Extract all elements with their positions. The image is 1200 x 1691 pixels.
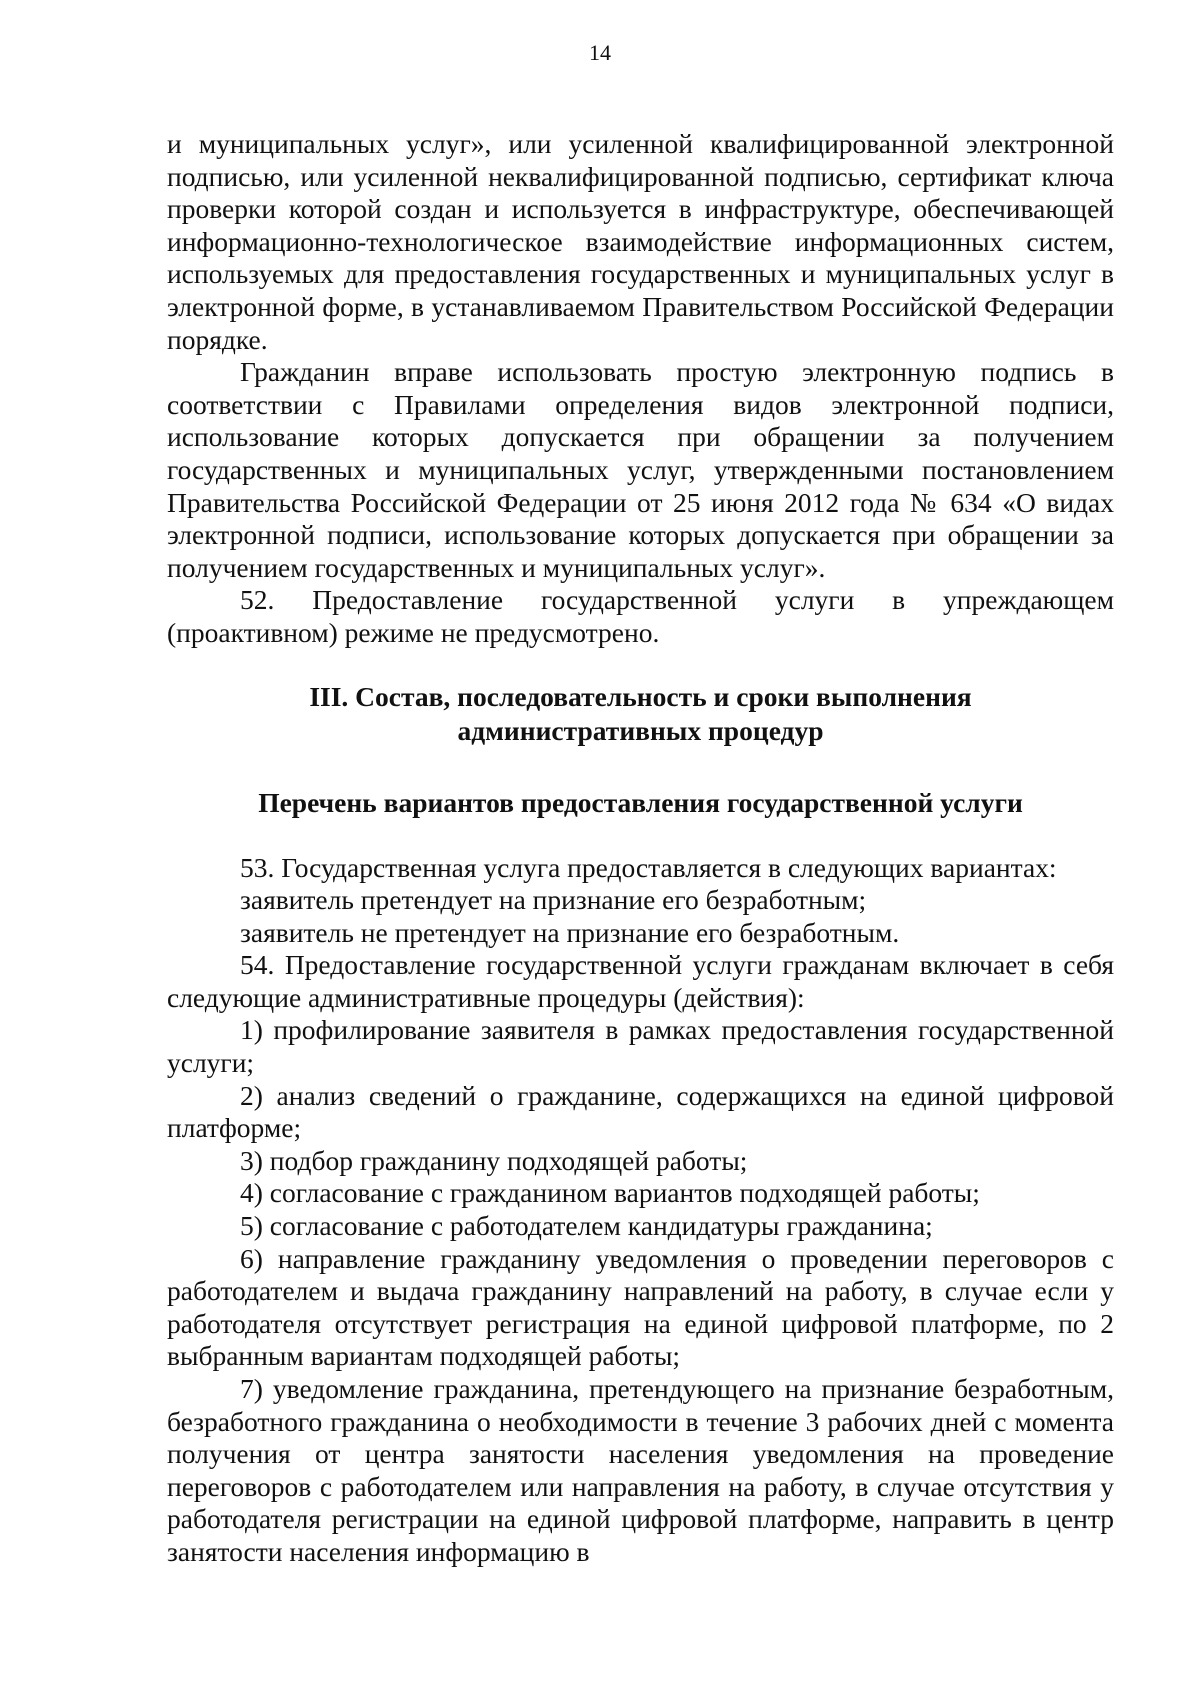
page-number: 14 — [589, 40, 611, 65]
paragraph: 5) согласование с работодателем кандидатуры гражданина; — [240, 1210, 933, 1242]
section-title-line-1: III. Состав, последовательность и сроки выполнения — [309, 680, 972, 712]
paragraphs-after — [167, 852, 1114, 1569]
paragraph: 52. Предоставление государственной услуги в упреждающем (проактивном) режиме не предусмотрено. — [167, 584, 1114, 648]
paragraph: 7) уведомление гражданина, претендующего на признание безработным, безработного гражданина о необходимости в течение 3 рабочих дней с момента получения от центра занятости населения уведомления на проведение переговоров с работодателем или направления на работу, в случае отсутствия у работодателя регистрации на единой цифровой платформе, направить в центр занятости населения информацию в — [167, 1373, 1114, 1567]
paragraphs-before — [167, 128, 1114, 650]
paragraph: 1) профилирование заявителя в рамках предоставления государственной услуги; — [167, 1014, 1114, 1079]
paragraph: 53. Государственная услуга предоставляется в следующих вариантах: — [240, 851, 1057, 883]
paragraph: 2) анализ сведений о гражданине, содержащихся на единой цифровой платформе; — [167, 1079, 1114, 1144]
paragraph: 54. Предоставление государственной услуги гражданам включает в себя следующие административные процедуры (действия): — [167, 949, 1114, 1013]
paragraph: 6) направление гражданину уведомления о проведении переговоров с работодателем и выдача гражданину направлений на работу, в случае если у работодателя отсутствует регистрация на единой цифровой платформе, по 2 выбранным вариантам подходящей работы; — [167, 1242, 1114, 1372]
section-title-line-2: административных процедур — [457, 714, 824, 746]
paragraph: Гражданин вправе использовать простую электронную подпись в соответствии с Правилами определения видов электронной подписи, использование которых допускается при обращении за получением государственных и муниципальных услуг, утвержденными постановлением Правительства Российской Федерации от 25 июня 2012 года № 634 «О видах электронной подписи, использование которых допускается при обращении за получением государственных и муниципальных услуг». — [167, 356, 1114, 583]
section-title — [167, 680, 1114, 748]
paragraph: 3) подбор гражданину подходящей работы; — [240, 1144, 748, 1176]
paragraph: заявитель претендует на признание его безработным; — [240, 884, 867, 916]
paragraph: заявитель не претендует на признание его безработным. — [240, 916, 900, 948]
paragraph: 4) согласование с гражданином вариантов подходящей работы; — [240, 1177, 980, 1209]
document-body — [167, 128, 1114, 1569]
subsection-title: Перечень вариантов предоставления государственной услуги — [258, 786, 1023, 818]
paragraph: и муниципальных услуг», или усиленной квалифицированной электронной подписью, или усиленной неквалифицированной подписью, сертификат ключа проверки которой создан и используется в инфраструктуре, обеспечивающей информационно-технологическое взаимодействие информационных систем, используемых для предоставления государственных и муниципальных услуг в электронной форме, в устанавливаемом Правительством Российской Федерации порядке. — [167, 128, 1114, 355]
